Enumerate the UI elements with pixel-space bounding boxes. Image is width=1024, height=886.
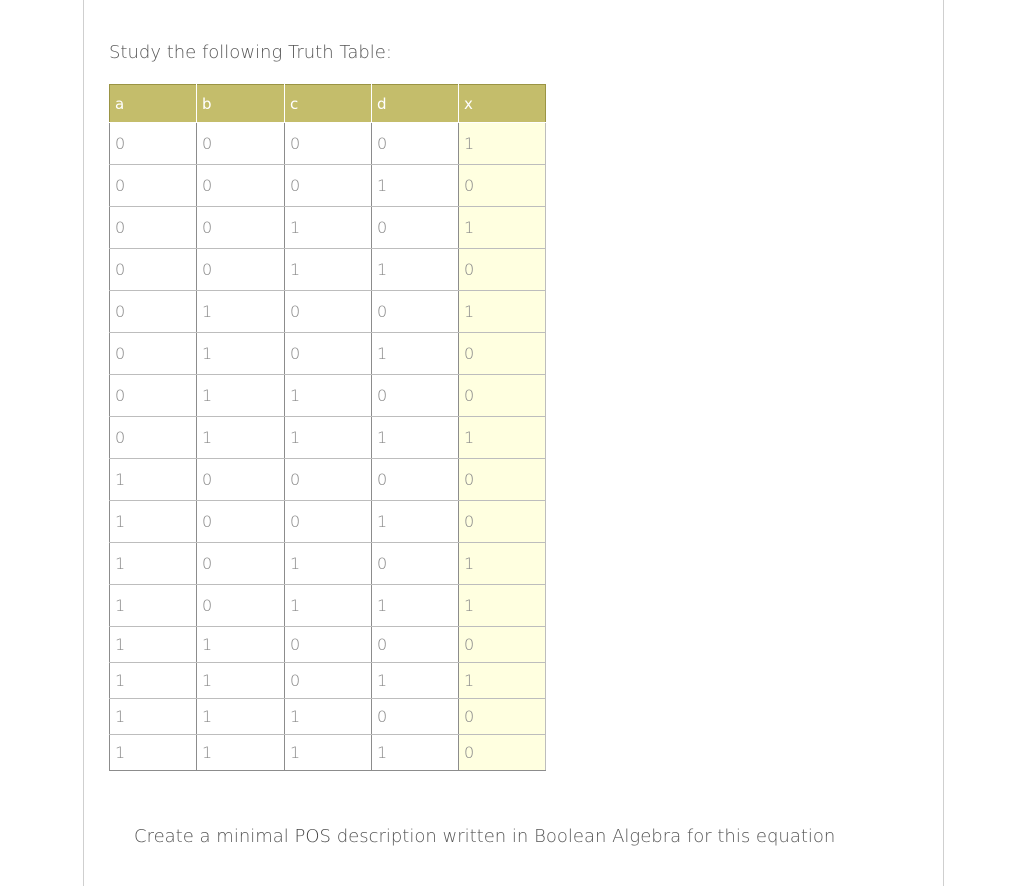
table-row (110, 699, 546, 735)
cell-b: 1 (197, 375, 285, 417)
cell-d: 0 (372, 627, 459, 663)
question-prompt (134, 826, 835, 847)
cell-x: 0 (459, 459, 546, 501)
cell-x: 1 (459, 585, 546, 627)
cell-a: 1 (110, 543, 197, 585)
cell-d: 1 (372, 501, 459, 543)
content-frame-left-border (83, 0, 84, 886)
truth-table-header-row (110, 85, 546, 123)
table-row (110, 663, 546, 699)
cell-a: 1 (110, 699, 197, 735)
table-row (110, 501, 546, 543)
cell-c: 0 (285, 333, 372, 375)
cell-d: 1 (372, 417, 459, 459)
cell-c: 1 (285, 585, 372, 627)
cell-d: 1 (372, 165, 459, 207)
cell-x: 0 (459, 735, 546, 771)
truth-table (109, 84, 546, 771)
cell-c: 0 (285, 663, 372, 699)
cell-b: 1 (197, 663, 285, 699)
cell-d: 0 (372, 543, 459, 585)
cell-c: 0 (285, 291, 372, 333)
cell-a: 1 (110, 627, 197, 663)
table-row (110, 375, 546, 417)
cell-a: 1 (110, 501, 197, 543)
column-header-x: x (459, 85, 546, 123)
table-row (110, 585, 546, 627)
cell-b: 1 (197, 735, 285, 771)
cell-c: 1 (285, 207, 372, 249)
cell-a: 0 (110, 249, 197, 291)
cell-d: 0 (372, 123, 459, 165)
cell-b: 0 (197, 459, 285, 501)
cell-b: 1 (197, 417, 285, 459)
content-frame-right-border (943, 0, 944, 886)
cell-c: 0 (285, 459, 372, 501)
cell-d: 1 (372, 663, 459, 699)
cell-b: 0 (197, 501, 285, 543)
cell-x: 0 (459, 375, 546, 417)
cell-b: 0 (197, 207, 285, 249)
prompt-emphasis-pos: POS (294, 826, 331, 847)
cell-a: 0 (110, 207, 197, 249)
cell-d: 0 (372, 459, 459, 501)
table-row (110, 165, 546, 207)
cell-d: 0 (372, 291, 459, 333)
cell-a: 0 (110, 333, 197, 375)
cell-d: 1 (372, 249, 459, 291)
column-header-d: d (372, 85, 459, 123)
cell-b: 0 (197, 543, 285, 585)
cell-c: 0 (285, 627, 372, 663)
cell-a: 0 (110, 291, 197, 333)
cell-b: 1 (197, 291, 285, 333)
table-row (110, 459, 546, 501)
table-row (110, 627, 546, 663)
cell-c: 1 (285, 735, 372, 771)
table-row (110, 735, 546, 771)
cell-c: 1 (285, 375, 372, 417)
column-header-c: c (285, 85, 372, 123)
cell-x: 1 (459, 663, 546, 699)
cell-c: 1 (285, 699, 372, 735)
cell-b: 0 (197, 165, 285, 207)
cell-a: 1 (110, 735, 197, 771)
truth-table-body (110, 123, 546, 771)
cell-x: 0 (459, 699, 546, 735)
cell-d: 0 (372, 699, 459, 735)
cell-c: 1 (285, 543, 372, 585)
prompt-text-before: Create a minimal (134, 826, 295, 847)
cell-x: 0 (459, 333, 546, 375)
cell-a: 1 (110, 585, 197, 627)
column-header-a: a (110, 85, 197, 123)
cell-x: 1 (459, 291, 546, 333)
cell-d: 1 (372, 735, 459, 771)
cell-x: 0 (459, 501, 546, 543)
cell-c: 1 (285, 417, 372, 459)
cell-x: 0 (459, 165, 546, 207)
cell-c: 0 (285, 501, 372, 543)
cell-x: 1 (459, 417, 546, 459)
cell-x: 1 (459, 123, 546, 165)
table-row (110, 543, 546, 585)
cell-b: 0 (197, 249, 285, 291)
cell-x: 0 (459, 627, 546, 663)
table-row (110, 333, 546, 375)
table-row (110, 291, 546, 333)
cell-a: 1 (110, 459, 197, 501)
cell-x: 1 (459, 543, 546, 585)
column-header-b: b (197, 85, 285, 123)
table-row (110, 207, 546, 249)
cell-c: 1 (285, 249, 372, 291)
cell-a: 0 (110, 165, 197, 207)
table-row (110, 417, 546, 459)
cell-x: 0 (459, 249, 546, 291)
prompt-text-after: description written in Boolean Algebra for this equation (330, 826, 836, 847)
cell-d: 0 (372, 207, 459, 249)
cell-c: 0 (285, 123, 372, 165)
cell-b: 0 (197, 585, 285, 627)
cell-b: 1 (197, 333, 285, 375)
cell-a: 0 (110, 417, 197, 459)
table-row (110, 123, 546, 165)
cell-d: 1 (372, 333, 459, 375)
cell-b: 1 (197, 627, 285, 663)
cell-d: 0 (372, 375, 459, 417)
cell-c: 0 (285, 165, 372, 207)
cell-b: 0 (197, 123, 285, 165)
cell-a: 0 (110, 375, 197, 417)
question-heading: Study the following Truth Table: (109, 42, 392, 63)
cell-a: 0 (110, 123, 197, 165)
cell-b: 1 (197, 699, 285, 735)
table-row (110, 249, 546, 291)
cell-a: 1 (110, 663, 197, 699)
cell-d: 1 (372, 585, 459, 627)
cell-x: 1 (459, 207, 546, 249)
